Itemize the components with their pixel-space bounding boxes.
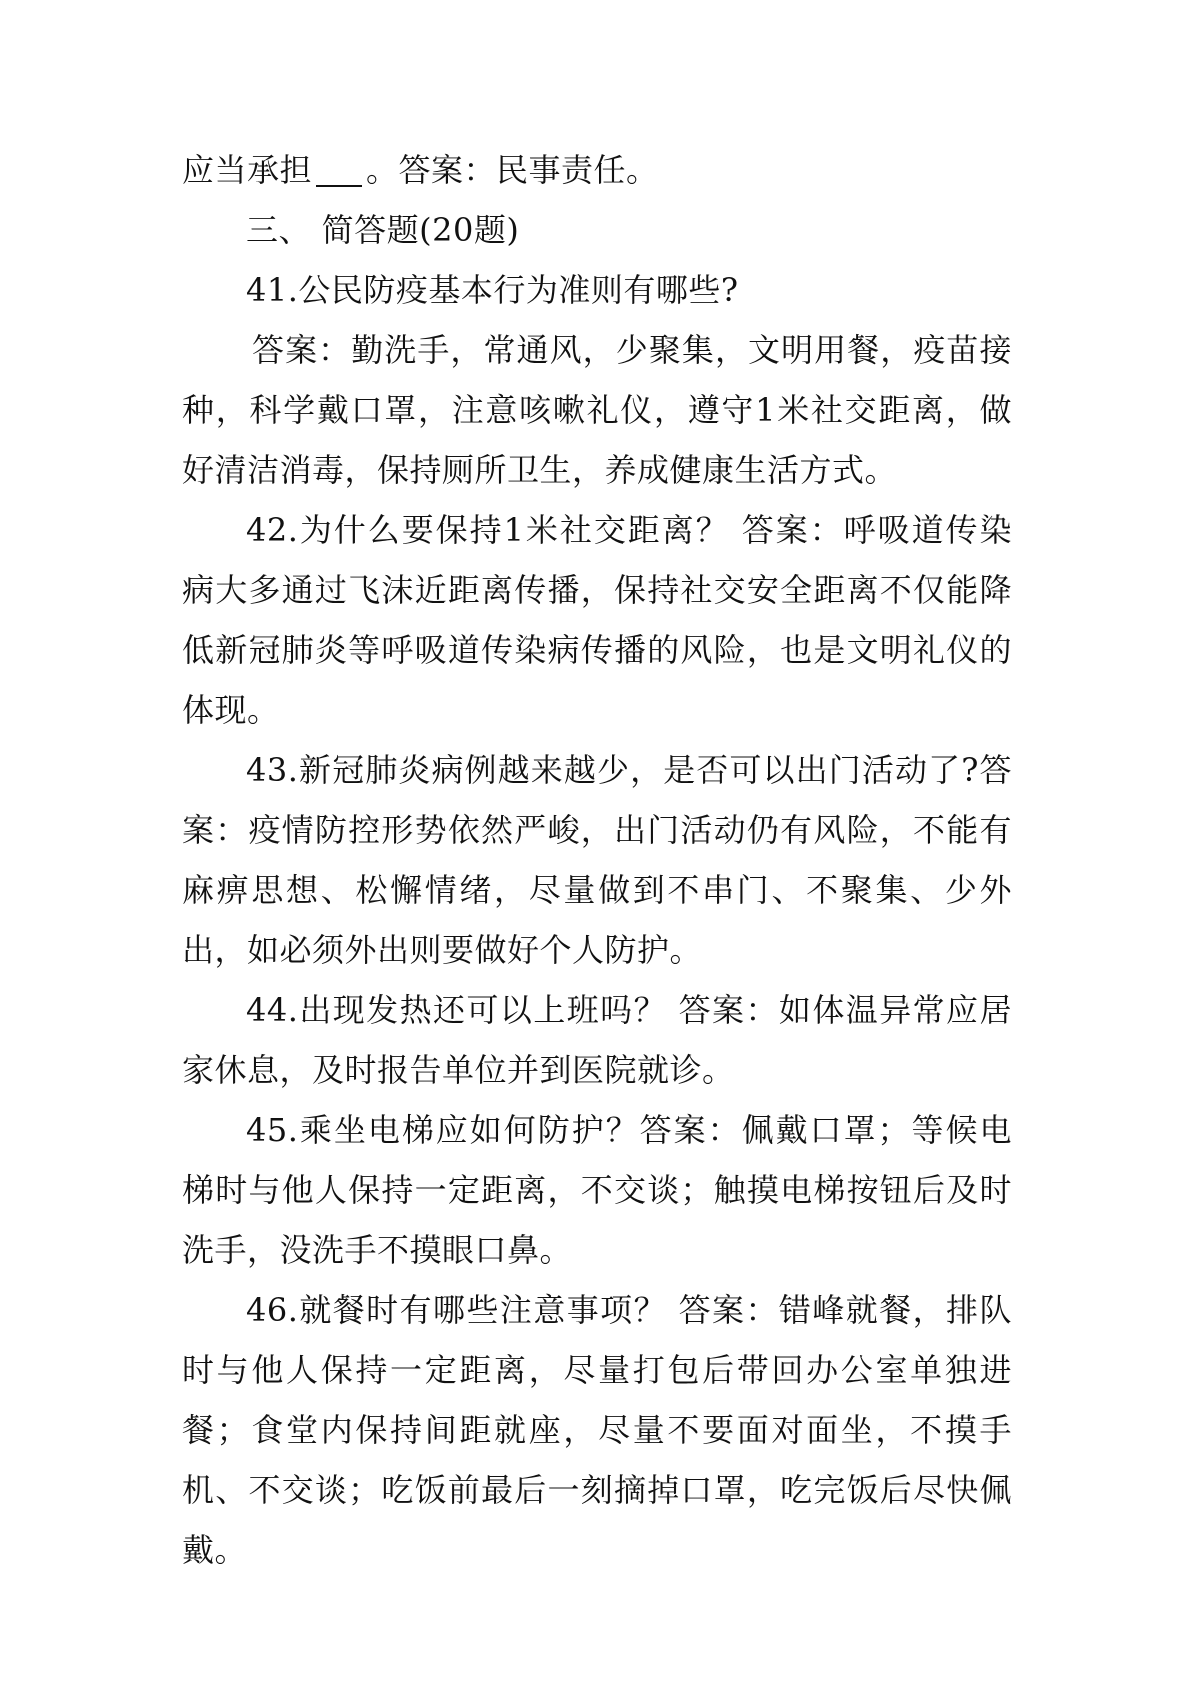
fill-blank-text-before: 应当承担 (182, 151, 313, 189)
answer-blank-line (316, 155, 362, 187)
question-41: 41.公民防疫基本行为准则有哪些? (246, 271, 739, 309)
question-42: 42.为什么要保持1米社交距离？ 答案：呼吸道传染病大多通过飞沫近距离传播，保持社交安全距离不仅能降低新冠肺炎等呼吸道传染病传播的风险，也是文明礼仪的体现。 (182, 511, 1012, 729)
answer-41: 答案：勤洗手，常通风，少聚集，文明用餐，疫苗接种，科学戴口罩，注意咳嗽礼仪，遵守1米社交距离，做好清洁消毒，保持厕所卫生，养成健康生活方式。 (182, 331, 1012, 489)
question-43: 43.新冠肺炎病例越来越少，是否可以出门活动了?答案：疫情防控形势依然严峻，出门活动仍有风险，不能有麻痹思想、松懈情绪，尽量做到不串门、不聚集、少外出，如必须外出则要做好个人防护。 (182, 751, 1012, 969)
section-heading: 三、 简答题(20题) (246, 211, 520, 249)
question-46: 46.就餐时有哪些注意事项？ 答案：错峰就餐，排队时与他人保持一定距离，尽量打包后带回办公室单独进餐；食堂内保持间距就座，尽量不要面对面坐，不摸手机、不交谈；吃饭前最后一刻摘掉口罩，吃完饭后尽快佩戴。 (182, 1291, 1012, 1569)
document-body (182, 140, 1012, 1580)
fill-blank-text-after: 。答案：民事责任。 (366, 151, 659, 189)
fill-blank-item-tail (182, 140, 1012, 200)
question-44: 44.出现发热还可以上班吗？ 答案：如体温异常应居家休息，及时报告单位并到医院就诊。 (182, 991, 1012, 1089)
question-45: 45.乘坐电梯应如何防护？答案：佩戴口罩；等候电梯时与他人保持一定距离，不交谈；触摸电梯按钮后及时洗手，没洗手不摸眼口鼻。 (182, 1111, 1012, 1269)
